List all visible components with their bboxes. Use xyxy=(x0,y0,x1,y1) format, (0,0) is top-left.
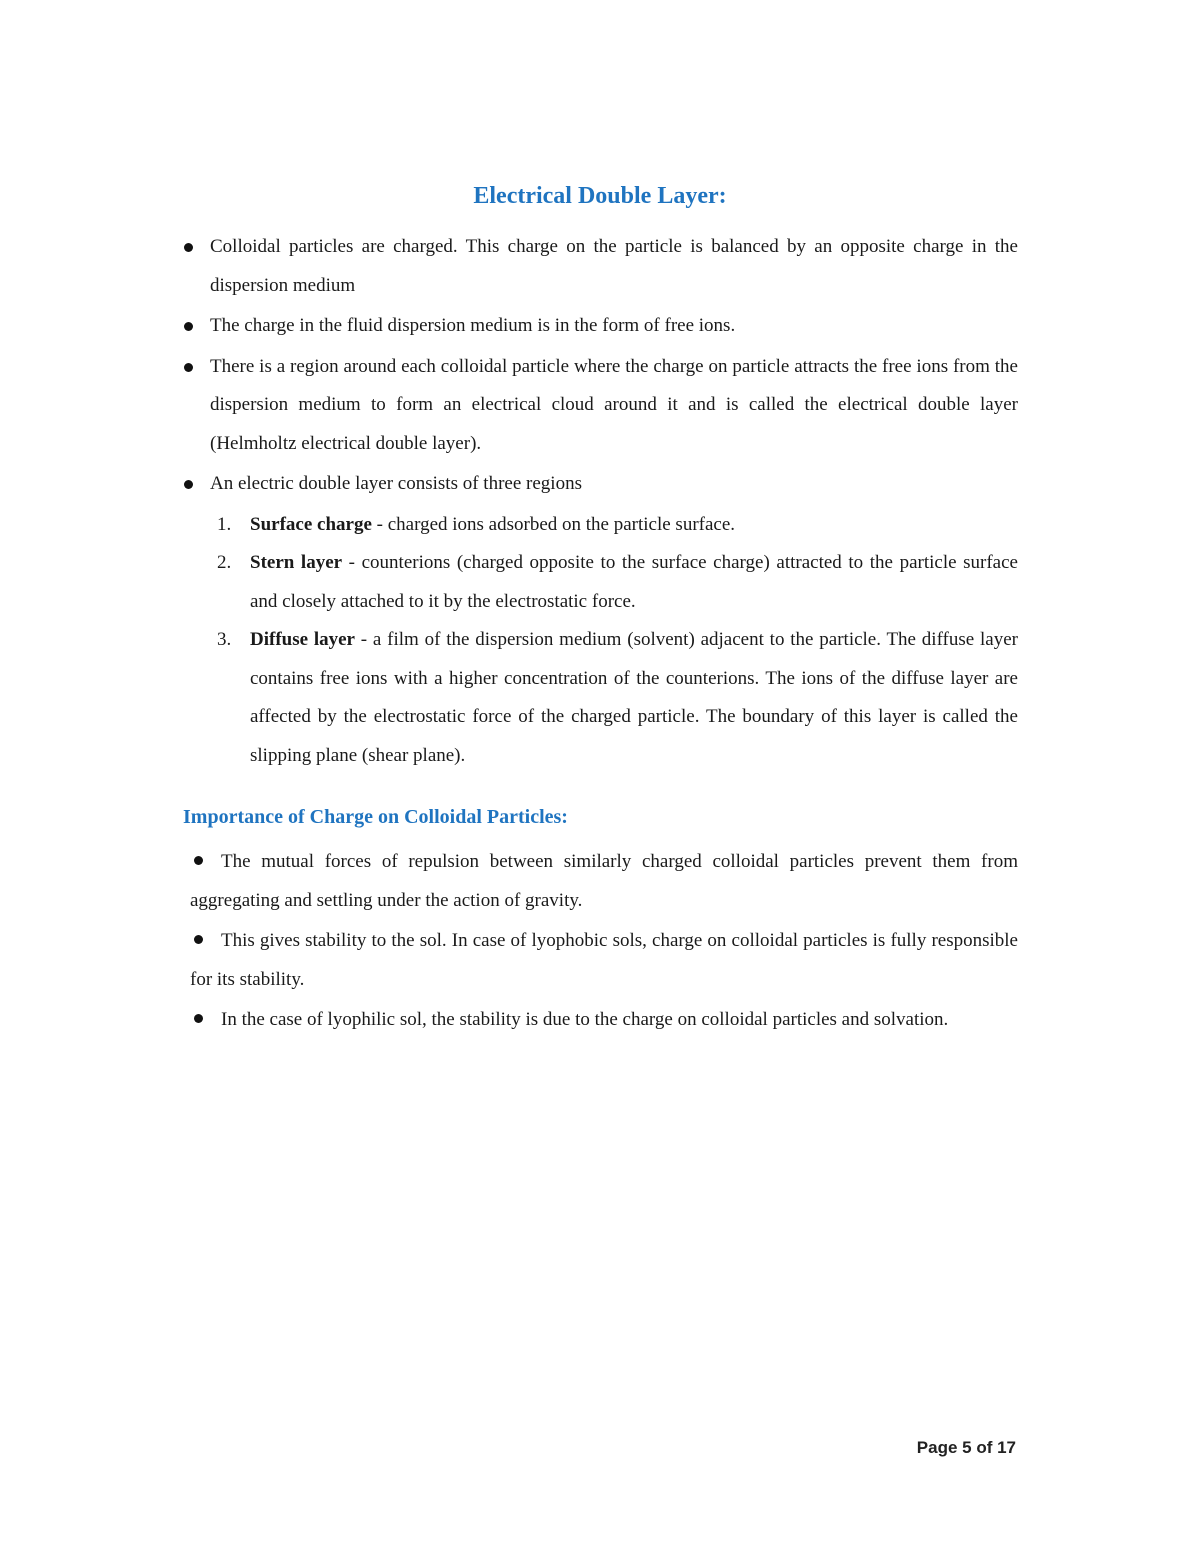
list-item: Colloidal particles are charged. This charge on the particle is balanced by an opposite charge in the dispersion medium xyxy=(183,228,1018,305)
region-term: Surface charge xyxy=(250,513,372,535)
region-term: Stern layer xyxy=(250,552,343,573)
double-layer-section xyxy=(183,228,1018,775)
list-item xyxy=(190,843,1018,920)
list-number: 1. xyxy=(217,513,232,535)
list-item-text: The mutual forces of repulsion between similarly charged colloidal particles prevent them from aggregating and settling under the action of gravity. xyxy=(190,851,1018,911)
region-term: Diffuse layer xyxy=(250,629,355,650)
list-number: 2. xyxy=(217,552,232,573)
importance-section xyxy=(190,843,1018,1042)
list-item: The charge in the fluid dispersion medium is in the form of free ions. xyxy=(183,307,1018,346)
region-text: - counterions (charged opposite to the surface charge) attracted to the particle surface and closely attached to it by the electrostatic force. xyxy=(250,552,1018,612)
region-item-stern-layer xyxy=(183,544,1018,621)
region-text: - a film of the dispersion medium (solvent) adjacent to the particle. The diffuse layer contains free ions with a higher concentration of the counterions. The ions of the diffuse layer are affected by the electrostatic force of the charged particle. The boundary of this layer is called the slipping plane (shear plane). xyxy=(250,629,1018,766)
bullet-icon xyxy=(194,856,203,865)
region-item-surface-charge xyxy=(183,506,1018,545)
page-title: Electrical Double Layer: xyxy=(473,183,727,209)
bullet-icon xyxy=(194,1014,203,1023)
list-item xyxy=(190,922,1018,999)
region-text: - charged ions adsorbed on the particle surface. xyxy=(371,513,736,535)
list-item: An electric double layer consists of three regions xyxy=(183,465,1018,504)
list-item: There is a region around each colloidal particle where the charge on particle attracts the free ions from the dispersion medium to form an electrical cloud around it and is called the electrical double layer (Helmholtz electrical double layer). xyxy=(183,348,1018,464)
list-number: 3. xyxy=(217,629,232,650)
list-item xyxy=(190,1001,1018,1040)
region-item-diffuse-layer xyxy=(183,621,1018,775)
list-item-text: This gives stability to the sol. In case of lyophobic sols, charge on colloidal particles is fully responsible for its stability. xyxy=(190,930,1018,990)
list-item-text: In the case of lyophilic sol, the stability is due to the charge on colloidal particles and solvation. xyxy=(221,1009,949,1030)
section-heading: Importance of Charge on Colloidal Particles: xyxy=(183,806,568,828)
bullet-icon xyxy=(194,935,203,944)
page-number: Page 5 of 17 xyxy=(916,1438,1016,1457)
